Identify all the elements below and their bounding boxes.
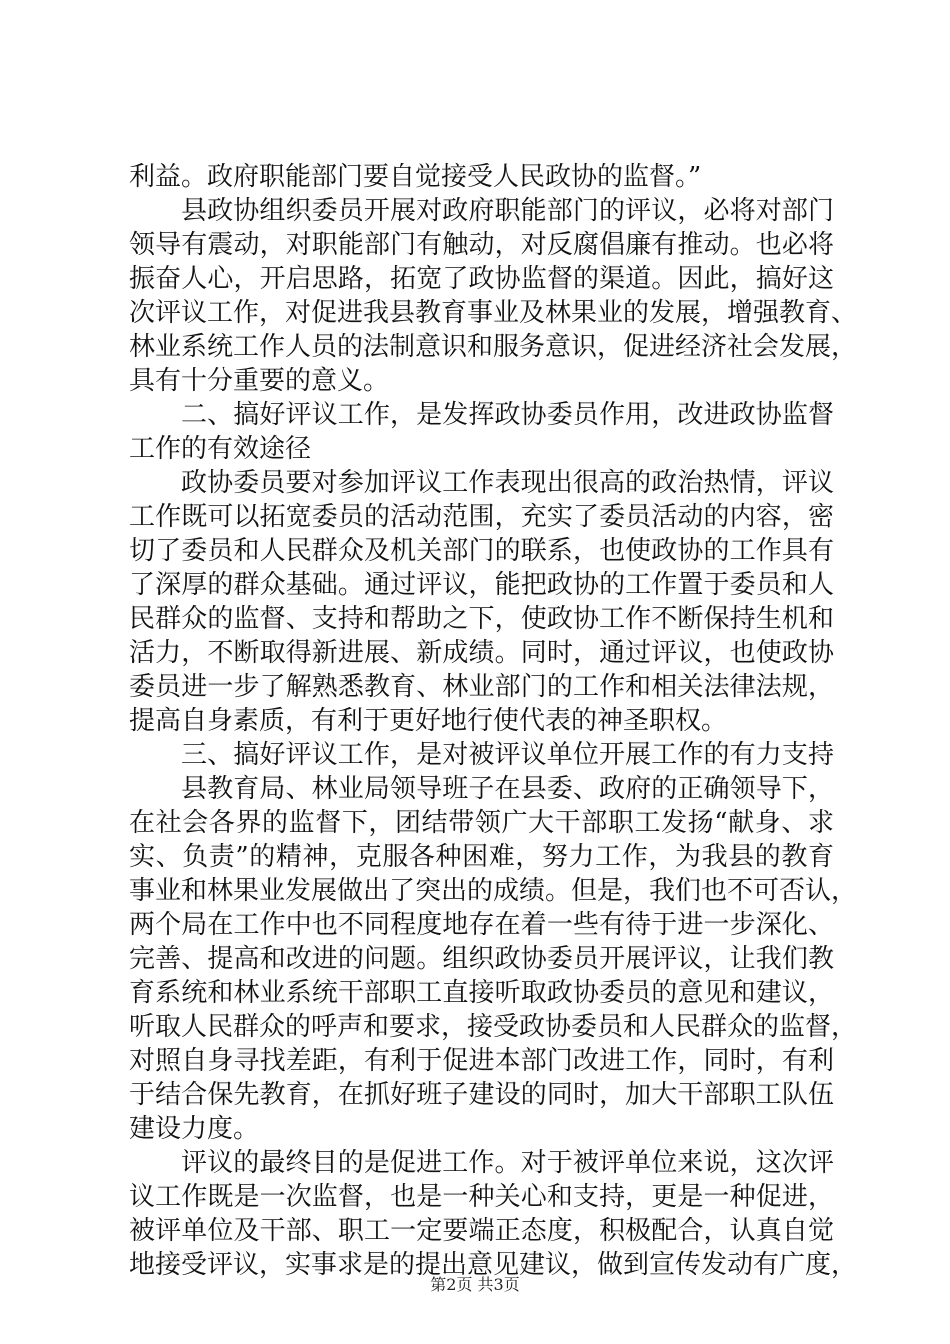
section-heading: 三、搞好评议工作，是对被评议单位开展工作的有力支持 — [181, 740, 834, 770]
text-line: 委员进一步了解熟悉教育、林业部门的工作和相关法律法规， — [129, 672, 834, 702]
text-line: 领导有震动，对职能部门有触动，对反腐倡廉有推动。也必将 — [129, 230, 834, 260]
text-line: 听取人民群众的呼声和要求，接受政协委员和人民群众的监督， — [129, 1012, 858, 1042]
document-body — [129, 160, 858, 1282]
text-line: 民群众的监督、支持和帮助之下，使政协工作不断保持生机和 — [129, 604, 834, 634]
text-line: 于结合保先教育，在抓好班子建设的同时，加大干部职工队伍 — [129, 1080, 834, 1110]
text-line: 切了委员和人民群众及机关部门的联系，也使政协的工作具有 — [129, 536, 834, 566]
text-line: 被评单位及干部、职工一定要端正态度，积极配合，认真自觉 — [129, 1216, 834, 1246]
text-line: 事业和林果业发展做出了突出的成绩。但是，我们也不可否认， — [129, 876, 858, 906]
section-heading: 二、搞好评议工作，是发挥政协委员作用，改进政协监督 — [181, 400, 834, 430]
text-line: 县教育局、林业局领导班子在县委、政府的正确领导下， — [181, 774, 834, 804]
text-line: 建设力度。 — [129, 1114, 260, 1144]
text-line: 工作既可以拓宽委员的活动范围，充实了委员活动的内容，密 — [129, 502, 834, 532]
page-number-label: 第2页 共3页 — [430, 1275, 520, 1294]
text-line: 实、负责”的精神，克服各种困难，努力工作，为我县的教育 — [129, 842, 834, 872]
section-heading: 工作的有效途径 — [129, 434, 312, 464]
text-line: 对照自身寻找差距，有利于促进本部门改进工作，同时，有利 — [129, 1046, 834, 1076]
text-line: 在社会各界的监督下，团结带领广大干部职工发扬“献身、求 — [129, 808, 834, 838]
text-line: 活力，不断取得新进展、新成绩。同时，通过评议，也使政协 — [129, 638, 834, 668]
text-line: 两个局在工作中也不同程度地存在着一些有待于进一步深化、 — [129, 910, 834, 940]
text-line: 利益。政府职能部门要自觉接受人民政协的监督。” — [129, 162, 702, 192]
text-line: 评议的最终目的是促进工作。对于被评单位来说，这次评 — [181, 1148, 834, 1178]
text-line: 振奋人心，开启思路，拓宽了政协监督的渠道。因此，搞好这 — [129, 264, 834, 294]
text-line: 次评议工作，对促进我县教育事业及林果业的发展，增强教育、 — [129, 298, 858, 328]
text-line: 育系统和林业系统干部职工直接听取政协委员的意见和建议， — [129, 978, 834, 1008]
text-line: 林业系统工作人员的法制意识和服务意识，促进经济社会发展， — [129, 332, 858, 362]
text-line: 完善、提高和改进的问题。组织政协委员开展评议，让我们教 — [129, 944, 834, 974]
text-line: 地接受评议，实事求是的提出意见建议，做到宣传发动有广度， — [129, 1250, 858, 1280]
page-footer — [0, 1272, 950, 1295]
text-line: 县政协组织委员开展对政府职能部门的评议，必将对部门 — [181, 196, 834, 226]
text-line: 具有十分重要的意义。 — [129, 366, 390, 396]
text-line: 提高自身素质，有利于更好地行使代表的神圣职权。 — [129, 706, 728, 736]
text-line: 了深厚的群众基础。通过评议，能把政协的工作置于委员和人 — [129, 570, 834, 600]
text-line: 议工作既是一次监督，也是一种关心和支持，更是一种促进， — [129, 1182, 834, 1212]
text-line: 政协委员要对参加评议工作表现出很高的政治热情，评议 — [181, 468, 834, 498]
